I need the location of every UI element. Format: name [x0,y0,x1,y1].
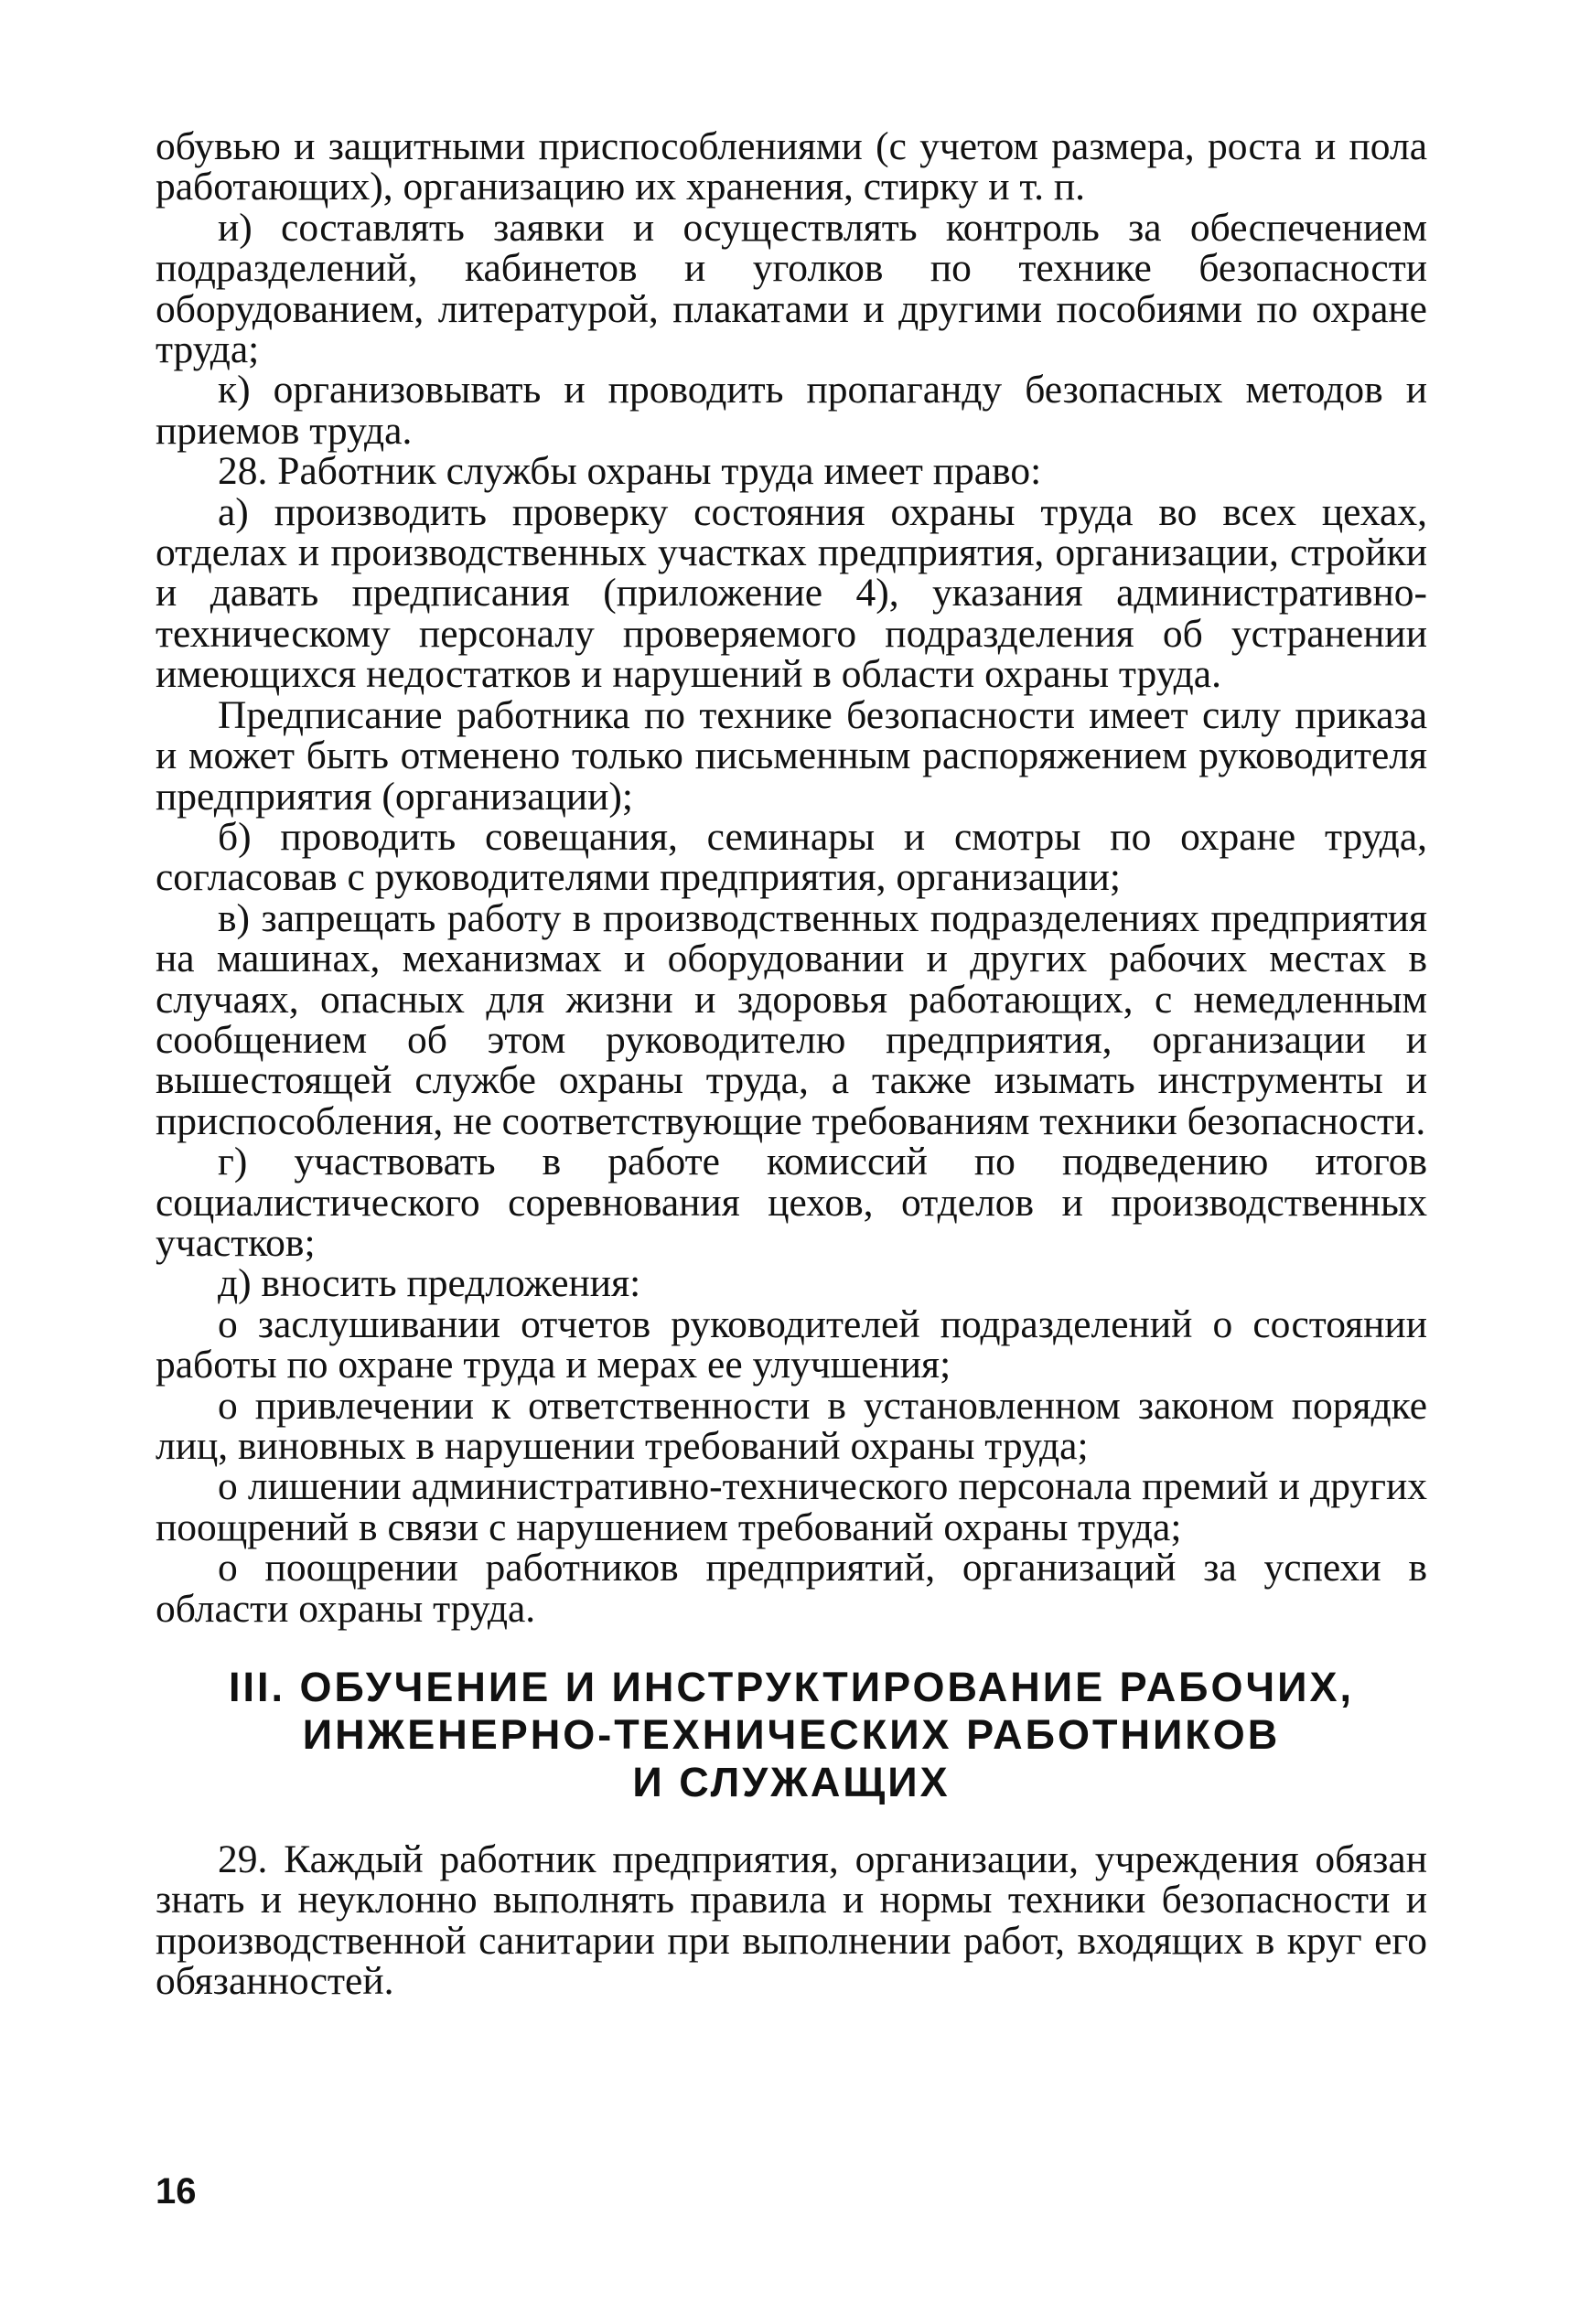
paragraph-item-d: д) вносить предложения: [218,1261,641,1306]
paragraph-item-g: г) участвовать в работе комиссий по подведению итогов социалистического соревнования цехов, отделов и производственных участков; [156,1140,1427,1265]
paragraph-clause-29: 29. Каждый работник предприятия, организации, учреждения обязан знать и неуклонно выполнять правила и нормы техники безопасности и производственной санитарии при выполнении работ, входящих в круг его обязанностей. [156,1837,1427,2004]
paragraph-proposal-liability: о привлечении к ответственности в установленном законом порядке лиц, виновных в нарушении требований охраны труда; [156,1383,1427,1468]
paragraph-item-i: и) составлять заявки и осуществлять контроль за обеспечением подразделений, кабинетов и уголков по технике безопасности оборудованием, литературой, плакатами и другими пособиями по охране труда; [156,205,1427,372]
paragraph-prescription-note: Предписание работника по технике безопасности имеет силу приказа и может быть отменено только письменным распоряжением руководителя предприятия (организации); [156,692,1427,819]
paragraph-proposal-encouragement: о поощрении работников предприятий, организаций за успехи в области охраны труда. [156,1546,1427,1631]
paragraph-clause-28: 28. Работник службы охраны труда имеет право: [218,449,1042,494]
paragraph-item-b: б) проводить совещания, семинары и смотры по охране труда, согласовав с руководителями предприятия, организации; [156,814,1427,900]
section-heading-line-3: И СЛУЖАЩИХ [632,1759,951,1806]
paragraph-item-k: к) организовывать и проводить пропаганду безопасных методов и приемов труда. [156,368,1427,453]
section-heading-line-1: III. ОБУЧЕНИЕ И ИНСТРУКТИРОВАНИЕ РАБОЧИХ, [228,1664,1355,1711]
section-heading-line-2: ИНЖЕНЕРНО-ТЕХНИЧЕСКИХ РАБОТНИКОВ [302,1711,1281,1759]
paragraph-proposal-reports: о заслушивании отчетов руководителей подразделений о состоянии работы по охране труда и мерах ее улучшения; [156,1301,1427,1387]
section-heading [156,1664,1427,1806]
paragraph-item-v: в) запрещать работу в производственных подразделениях предприятия на машинах, механизмах и оборудовании и других рабочих местах в случаях, опасных для жизни и здоровья работающих, с немедленным сообщением об этом руководителю предприятия, организации и вышестоящей службе охраны труда, а также изымать инструменты и приспособления, не соответствующие требованиям техники безопасности. [156,895,1427,1143]
paragraph-continuation: обувью и защитными приспособлениями (с учетом размера, роста и пола работающих), организацию их хранения, стирку и т. п. [156,124,1427,209]
paragraph-proposal-bonus-deprivation: о лишении административно-технического персонала премий и других поощрений в связи с нарушением требований охраны труда; [156,1464,1427,1549]
document-page [156,126,1427,2002]
paragraph-item-a: а) производить проверку состояния охраны труда во всех цехах, отделах и производственных участках предприятия, организации, стройки и давать предписания (приложение 4), указания административно-техническому персоналу проверяемого подразделения об устранении имеющихся недостатков и нарушений в области охраны труда. [156,489,1427,697]
page-number: 16 [156,2171,197,2212]
